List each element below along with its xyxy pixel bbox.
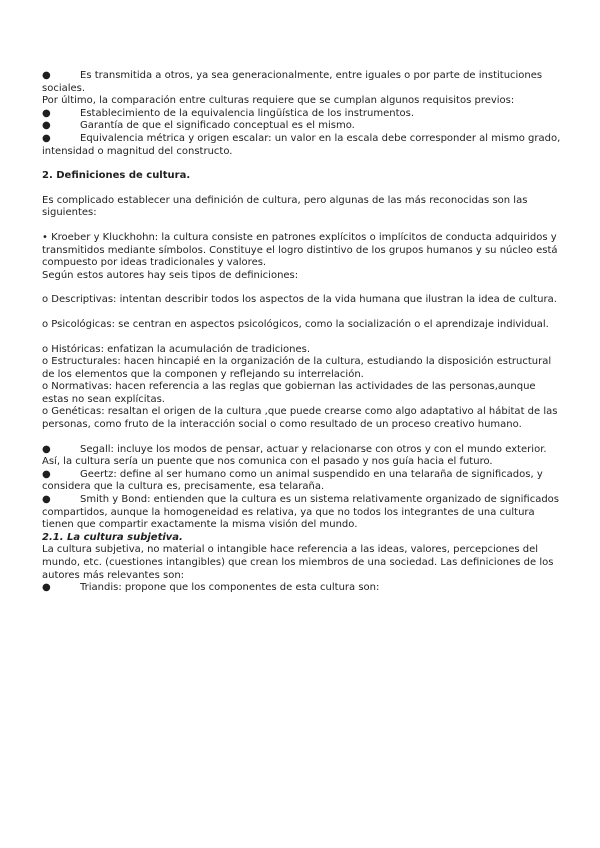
list-item xyxy=(42,444,562,469)
bullet-icon: ● xyxy=(42,582,51,594)
paragraph: Por último, la comparación entre culturas requiere que se cumplan algunos requisitos previos: xyxy=(42,95,515,107)
definition-item: o Descriptivas: intentan describir todos los aspectos de la vida humana que ilustran la idea de cultura. xyxy=(42,294,557,306)
bullet-icon: ● xyxy=(42,70,51,81)
list-item-text: Smith y Bond: entienden que la cultura es un sistema relativamente organizado de significados compartidos, aunque la homogeneidad es relativa, ya que no todos los integrantes de una cultura tienen que compartir exactamente la misma visión del mundo. xyxy=(42,494,559,531)
list-item xyxy=(42,108,562,121)
definition-item: o Históricas: enfatizan la acumulación de tradiciones. xyxy=(42,343,311,355)
document-body xyxy=(42,70,562,595)
list-item-text: Equivalencia métrica y origen escalar: un valor en la escala debe corresponder al mismo grado, intensidad o magnitud del constructo. xyxy=(42,132,561,157)
bullet-icon: ● xyxy=(42,443,51,455)
list-item-text: Garantía de que el significado conceptual es el mismo. xyxy=(80,120,355,132)
definition-item: o Psicológicas: se centran en aspectos psicológicos, como la socialización o el aprendizaje individual. xyxy=(42,318,549,330)
bullet-icon: ● xyxy=(42,468,51,480)
definition-item: o Estructurales: hacen hincapié en la organización de la cultura, estudiando la disposición estructural de los elementos que la componen y reflejando su interrelación. xyxy=(42,356,552,380)
list-item-text: Segall: incluye los modos de pensar, actuar y relacionarse con otros y con el mundo exterior. Así, la cultura sería un puente que nos comunica con el pasado y nos guía hacia el futuro. xyxy=(42,443,547,468)
section-heading: 2. Definiciones de cultura. xyxy=(42,170,191,182)
list-item xyxy=(42,70,562,95)
list-item xyxy=(42,494,562,532)
bullet-icon: ● xyxy=(42,107,51,119)
list-item-text: Geertz: define al ser humano como un animal suspendido en una telaraña de significados, y considera que la cultura es, precisamente, esa telaraña. xyxy=(42,468,543,493)
list-item-text: Es transmitida a otros, ya sea generacionalmente, entre iguales o por parte de instituciones sociales. xyxy=(42,70,543,94)
definition-item: o Normativas: hacen referencia a las reglas que gobiernan las actividades de las personas,aunque estas no sean explícitas. xyxy=(42,381,536,405)
bullet-icon: ● xyxy=(42,494,51,506)
definition-item: o Genéticas: resaltan el origen de la cultura ,que puede crearse como algo adaptativo al hábitat de las personas, como fruto de la interacción social o como resultado de un proceso creativo humano. xyxy=(42,406,558,431)
paragraph: Según estos autores hay seis tipos de definiciones: xyxy=(42,269,299,281)
list-item xyxy=(42,582,562,595)
list-item-text: Establecimiento de la equivalencia lingüística de los instrumentos. xyxy=(80,107,415,119)
paragraph: La cultura subjetiva, no material o intangible hace referencia a las ideas, valores, percepciones del mundo, etc. (cuestiones intangibles) que crean los miembros de una sociedad. Las definiciones de los autores más relevantes son: xyxy=(42,544,554,581)
subsection-heading: 2.1. La cultura subjetiva. xyxy=(42,531,183,543)
bullet-icon: ● xyxy=(42,120,51,132)
list-item xyxy=(42,469,562,494)
list-item xyxy=(42,120,562,133)
bullet-icon: ● xyxy=(42,132,51,144)
paragraph: Es complicado establecer una definición de cultura, pero algunas de las más reconocidas son las siguientes: xyxy=(42,194,528,219)
list-item-text: Triandis: propone que los componentes de esta cultura son: xyxy=(80,582,380,594)
list-item xyxy=(42,133,562,158)
paragraph: • Kroeber y Kluckhohn: la cultura consiste en patrones explícitos o implícitos de conducta adquiridos y transmitidos mediante símbolos. Constituye el logro distintivo de los grupos humanos y su núcleo está compuesto por ideas tradicionales y valores. xyxy=(42,231,558,269)
